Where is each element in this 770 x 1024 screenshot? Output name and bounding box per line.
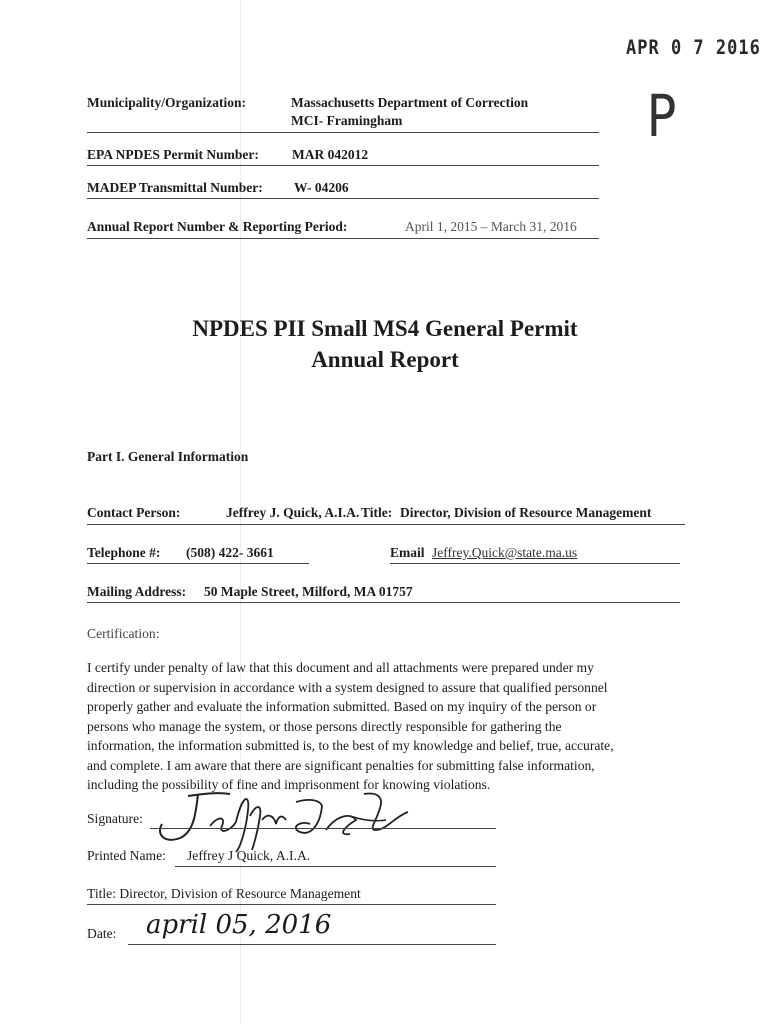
madep-value: W- 04206	[294, 180, 349, 195]
rule-contact	[87, 524, 685, 525]
rule-epa	[87, 165, 599, 166]
email-link[interactable]: Jeffrey.Quick@state.ma.us	[432, 545, 578, 560]
rule-title	[87, 904, 496, 905]
mailing-address-label: Mailing Address:	[87, 584, 187, 599]
email-label: Email	[390, 545, 425, 560]
certification-line: persons who manage the system, or those persons directly responsible for gathering the	[87, 718, 562, 734]
rule-telephone	[87, 563, 309, 564]
contact-person-value: Jeffrey J. Quick, A.I.A.	[226, 505, 360, 520]
document-title-line2: Annual Report	[311, 347, 459, 372]
contact-title-value: Director, Division of Resource Management	[400, 505, 652, 520]
rule-mailing	[87, 602, 680, 603]
certification-line: direction or supervision in accordance with a system designed to assure that qualified personnel	[87, 679, 608, 695]
rule-signature	[150, 828, 496, 829]
certification-line: properly gather and evaluate the information submitted. Based on my inquiry of the person or	[87, 699, 597, 714]
date-label: Date:	[87, 926, 117, 941]
annual-report-value: April 1, 2015 – March 31, 2016	[405, 219, 577, 234]
epa-permit-label: EPA NPDES Permit Number:	[87, 147, 259, 162]
certification-text	[87, 658, 687, 795]
telephone-value: (508) 422- 3661	[186, 545, 274, 560]
part1-heading: Part I. General Information	[87, 449, 249, 464]
handwritten-date: april 05, 2016	[146, 910, 332, 940]
madep-label: MADEP Transmittal Number:	[87, 180, 263, 195]
certification-line: including the possibility of fine and imprisonment for knowing violations.	[87, 777, 491, 792]
rule-annual	[87, 238, 599, 239]
title-line: Title: Director, Division of Resource Management	[87, 886, 361, 901]
annual-report-label: Annual Report Number & Reporting Period:	[87, 219, 348, 234]
contact-title-label: Title:	[361, 505, 393, 520]
document-title-line1: NPDES PII Small MS4 General Permit	[192, 316, 578, 341]
rule-madep	[87, 198, 599, 199]
contact-person-label: Contact Person:	[87, 505, 181, 520]
certification-line: I certify under penalty of law that this document and all attachments were prepared under my	[87, 660, 594, 675]
epa-permit-value: MAR 042012	[292, 147, 369, 162]
rule-municipality	[87, 132, 599, 133]
certification-line: information, the information submitted is, to the best of my knowledge and belief, true, accurate,	[87, 738, 614, 753]
handwritten-mark: P	[646, 82, 677, 150]
rule-date	[128, 944, 496, 945]
rule-printed-name	[175, 866, 496, 867]
mailing-address-value: 50 Maple Street, Milford, MA 01757	[204, 584, 413, 599]
municipality-label: Municipality/Organization:	[87, 95, 247, 110]
certification-line: and complete. I am aware that there are significant penalties for submitting false information,	[87, 757, 595, 773]
printed-name-label: Printed Name:	[87, 848, 166, 863]
received-date-stamp: APR 0 7 2016	[626, 36, 761, 60]
municipality-value-line1: Massachusetts Department of Correction	[291, 95, 529, 110]
certification-heading: Certification:	[87, 626, 160, 641]
signature-label: Signature:	[87, 811, 143, 826]
printed-name-value: Jeffrey J Quick, A.I.A.	[187, 848, 311, 863]
municipality-value-line2: MCI- Framingham	[291, 113, 403, 128]
telephone-label: Telephone #:	[87, 545, 161, 560]
rule-email	[390, 563, 680, 564]
